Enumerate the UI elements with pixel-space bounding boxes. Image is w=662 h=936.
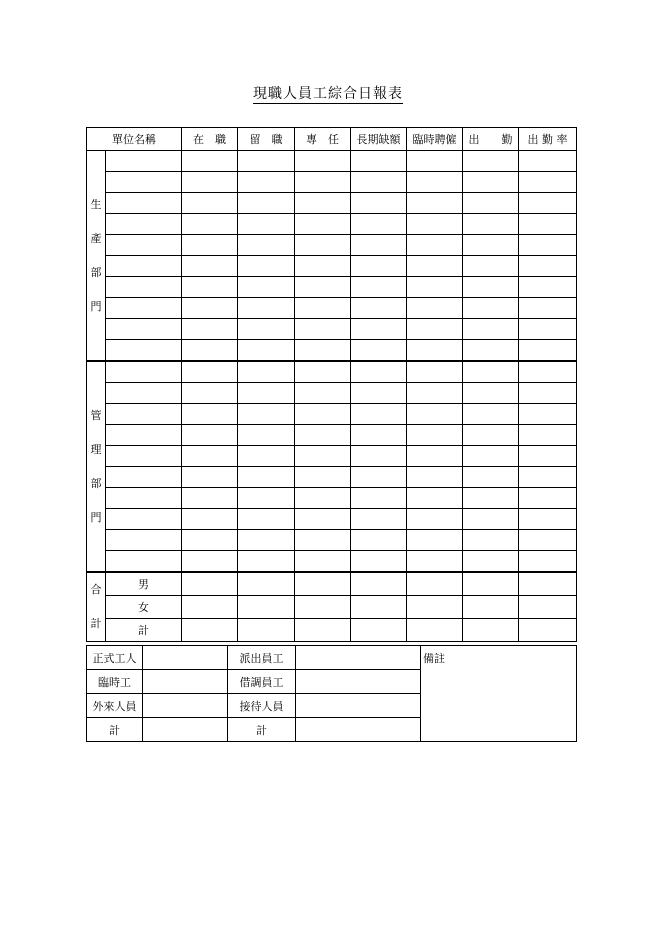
data-cell[interactable] (238, 235, 295, 256)
unit-name-cell[interactable] (106, 446, 182, 467)
unit-name-cell[interactable] (106, 488, 182, 509)
data-cell[interactable] (519, 446, 577, 467)
data-cell[interactable] (238, 361, 295, 383)
data-cell[interactable] (182, 383, 238, 404)
data-cell[interactable] (295, 446, 351, 467)
data-cell[interactable] (238, 214, 295, 235)
data-cell[interactable] (295, 214, 351, 235)
table-row (87, 214, 577, 235)
header-row (87, 128, 577, 151)
table-row (87, 572, 577, 596)
data-cell[interactable] (238, 467, 295, 488)
header-attendance: 出 勤 (463, 128, 519, 151)
staff-summary-table (86, 645, 577, 742)
data-cell[interactable] (182, 572, 238, 596)
data-cell[interactable] (295, 340, 351, 362)
section-label-char: 門 (90, 299, 102, 313)
table-row (87, 446, 577, 467)
data-cell[interactable] (351, 446, 407, 467)
table-row (87, 551, 577, 573)
data-cell[interactable] (351, 235, 407, 256)
data-cell[interactable] (182, 509, 238, 530)
data-cell[interactable] (238, 340, 295, 362)
data-cell[interactable] (463, 319, 519, 340)
data-cell[interactable] (463, 172, 519, 193)
data-cell[interactable] (519, 467, 577, 488)
data-cell[interactable] (407, 277, 463, 298)
data-cell[interactable] (295, 151, 351, 172)
data-cell[interactable] (463, 235, 519, 256)
data-cell[interactable] (351, 572, 407, 596)
subtotal-right-cell[interactable] (296, 718, 421, 742)
data-cell[interactable] (295, 172, 351, 193)
data-cell[interactable] (351, 277, 407, 298)
data-cell[interactable] (519, 404, 577, 425)
data-cell[interactable] (407, 425, 463, 446)
management-section (87, 361, 577, 572)
data-cell[interactable] (519, 319, 577, 340)
data-cell[interactable] (351, 551, 407, 573)
data-cell[interactable] (351, 530, 407, 551)
data-cell[interactable] (238, 425, 295, 446)
data-cell[interactable] (238, 551, 295, 573)
table-row (87, 277, 577, 298)
data-cell[interactable] (519, 383, 577, 404)
table-row (87, 235, 577, 256)
production-section (87, 151, 577, 362)
data-cell[interactable] (295, 361, 351, 383)
data-cell[interactable] (519, 551, 577, 573)
data-cell[interactable] (407, 256, 463, 277)
data-cell[interactable] (182, 596, 238, 619)
data-cell[interactable] (519, 298, 577, 319)
data-cell[interactable] (295, 509, 351, 530)
data-cell[interactable] (238, 193, 295, 214)
data-cell[interactable] (182, 425, 238, 446)
data-cell[interactable] (295, 467, 351, 488)
data-cell[interactable] (351, 425, 407, 446)
header-retained: 留 職 (238, 128, 295, 151)
data-cell[interactable] (519, 488, 577, 509)
data-cell[interactable] (463, 572, 519, 596)
daily-report-table (86, 127, 577, 642)
data-cell[interactable] (407, 488, 463, 509)
reception-staff-label: 接待人員 (228, 694, 296, 718)
data-cell[interactable] (238, 383, 295, 404)
section-label-char: 計 (90, 617, 102, 630)
subtotal-left-cell[interactable] (143, 718, 228, 742)
unit-name-cell[interactable] (106, 340, 182, 362)
table-row (87, 319, 577, 340)
data-cell[interactable] (407, 572, 463, 596)
data-cell[interactable] (238, 530, 295, 551)
data-cell[interactable] (182, 551, 238, 573)
data-cell[interactable] (351, 298, 407, 319)
data-cell[interactable] (351, 256, 407, 277)
subtotal-right-label: 計 (228, 718, 296, 742)
data-cell[interactable] (295, 619, 351, 642)
outside-staff-cell[interactable] (143, 694, 228, 718)
data-cell[interactable] (519, 340, 577, 362)
dispatched-staff-label: 派出員工 (228, 646, 296, 670)
unit-name-cell[interactable] (106, 404, 182, 425)
table-row (87, 151, 577, 172)
unit-name-cell[interactable] (106, 256, 182, 277)
data-cell[interactable] (182, 530, 238, 551)
table-row (87, 256, 577, 277)
data-cell[interactable] (295, 572, 351, 596)
data-cell[interactable] (351, 151, 407, 172)
data-cell[interactable] (519, 172, 577, 193)
unit-name-cell[interactable] (106, 277, 182, 298)
data-cell[interactable] (463, 151, 519, 172)
unit-name-cell[interactable] (106, 172, 182, 193)
data-cell[interactable] (351, 488, 407, 509)
data-cell[interactable] (295, 298, 351, 319)
data-cell[interactable] (463, 298, 519, 319)
table-row (87, 340, 577, 362)
data-cell[interactable] (407, 619, 463, 642)
data-cell[interactable] (463, 596, 519, 619)
data-cell[interactable] (295, 256, 351, 277)
data-cell[interactable] (351, 193, 407, 214)
data-cell[interactable] (407, 383, 463, 404)
unit-name-cell[interactable] (106, 383, 182, 404)
data-cell[interactable] (238, 446, 295, 467)
header-attendance-rate: 出 勤 率 (519, 128, 577, 151)
remarks-label: 備註 (423, 652, 445, 665)
data-cell[interactable] (407, 404, 463, 425)
data-cell[interactable] (463, 193, 519, 214)
temporary-workers-label: 臨時工 (87, 670, 143, 694)
data-cell[interactable] (295, 383, 351, 404)
data-cell[interactable] (182, 319, 238, 340)
formal-workers-label: 正式工人 (87, 646, 143, 670)
data-cell[interactable] (463, 383, 519, 404)
data-cell[interactable] (182, 361, 238, 383)
temporary-workers-cell[interactable] (143, 670, 228, 694)
data-cell[interactable] (463, 404, 519, 425)
unit-name-cell[interactable] (106, 551, 182, 573)
section-label-char: 生 (90, 197, 102, 211)
data-cell[interactable] (351, 319, 407, 340)
data-cell[interactable] (407, 551, 463, 573)
data-cell[interactable] (351, 467, 407, 488)
data-cell[interactable] (463, 214, 519, 235)
dispatched-staff-cell[interactable] (296, 646, 421, 670)
table-row (87, 596, 577, 619)
unit-name-cell[interactable] (106, 214, 182, 235)
data-cell[interactable] (463, 488, 519, 509)
table-row (87, 619, 577, 642)
data-cell[interactable] (238, 298, 295, 319)
page-title: 現職人員工綜合日報表 (253, 86, 403, 102)
table-row (87, 530, 577, 551)
data-cell[interactable] (351, 361, 407, 383)
data-cell[interactable] (407, 467, 463, 488)
data-cell[interactable] (351, 340, 407, 362)
data-cell[interactable] (407, 214, 463, 235)
data-cell[interactable] (182, 277, 238, 298)
total-section (87, 572, 577, 642)
data-cell[interactable] (182, 235, 238, 256)
table-row (87, 467, 577, 488)
data-cell[interactable] (182, 488, 238, 509)
data-cell[interactable] (407, 319, 463, 340)
data-cell[interactable] (351, 509, 407, 530)
data-cell[interactable] (407, 298, 463, 319)
data-cell[interactable] (351, 404, 407, 425)
unit-name-cell[interactable] (106, 151, 182, 172)
data-cell[interactable] (182, 340, 238, 362)
data-cell[interactable] (463, 340, 519, 362)
data-cell[interactable] (519, 619, 577, 642)
data-cell[interactable] (407, 361, 463, 383)
data-cell[interactable] (407, 446, 463, 467)
data-cell[interactable] (407, 235, 463, 256)
data-cell[interactable] (407, 509, 463, 530)
section-label-char: 合 (90, 583, 102, 596)
data-cell[interactable] (238, 172, 295, 193)
data-cell[interactable] (182, 298, 238, 319)
data-cell[interactable] (463, 446, 519, 467)
data-cell[interactable] (182, 151, 238, 172)
table-row (87, 193, 577, 214)
data-cell[interactable] (351, 172, 407, 193)
table-row (87, 488, 577, 509)
unit-name-cell: 女 (106, 596, 182, 619)
data-cell[interactable] (351, 383, 407, 404)
data-cell[interactable] (463, 361, 519, 383)
unit-name-cell: 計 (106, 619, 182, 642)
data-cell[interactable] (407, 530, 463, 551)
summary-row (87, 646, 577, 670)
table-row (87, 509, 577, 530)
data-cell[interactable] (519, 256, 577, 277)
data-cell[interactable] (238, 319, 295, 340)
data-cell[interactable] (519, 361, 577, 383)
data-cell[interactable] (351, 596, 407, 619)
remarks-cell[interactable] (421, 646, 577, 742)
table-row (87, 298, 577, 319)
section-label-char: 部 (90, 265, 102, 279)
data-cell[interactable] (463, 551, 519, 573)
data-cell[interactable] (519, 530, 577, 551)
subtotal-left-label: 計 (87, 718, 143, 742)
table-row (87, 383, 577, 404)
formal-workers-cell[interactable] (143, 646, 228, 670)
data-cell[interactable] (463, 425, 519, 446)
unit-name-cell[interactable] (106, 509, 182, 530)
data-cell[interactable] (519, 509, 577, 530)
data-cell[interactable] (238, 619, 295, 642)
data-cell[interactable] (238, 277, 295, 298)
management-section-label (87, 361, 106, 572)
data-cell[interactable] (463, 619, 519, 642)
data-cell[interactable] (463, 530, 519, 551)
data-cell[interactable] (182, 467, 238, 488)
section-label-char: 部 (90, 476, 102, 490)
section-label-char: 管 (90, 408, 102, 422)
data-cell[interactable] (238, 151, 295, 172)
section-label-char: 門 (90, 510, 102, 524)
data-cell[interactable] (182, 619, 238, 642)
data-cell[interactable] (519, 277, 577, 298)
data-cell[interactable] (295, 425, 351, 446)
data-cell[interactable] (238, 596, 295, 619)
data-cell[interactable] (519, 151, 577, 172)
data-cell[interactable] (407, 193, 463, 214)
data-cell[interactable] (295, 277, 351, 298)
section-label-char: 產 (90, 231, 102, 245)
seconded-staff-cell[interactable] (296, 670, 421, 694)
header-temp-hire: 臨時聘僱 (407, 128, 463, 151)
data-cell[interactable] (238, 509, 295, 530)
unit-name-cell[interactable] (106, 298, 182, 319)
reception-staff-cell[interactable] (296, 694, 421, 718)
data-cell[interactable] (463, 509, 519, 530)
header-long-term-absence: 長期缺額 (351, 128, 407, 151)
unit-name-cell[interactable] (106, 361, 182, 383)
data-cell[interactable] (407, 151, 463, 172)
data-cell[interactable] (238, 572, 295, 596)
data-cell[interactable] (519, 235, 577, 256)
data-cell[interactable] (519, 572, 577, 596)
data-cell[interactable] (182, 446, 238, 467)
table-row (87, 425, 577, 446)
production-section-label (87, 151, 106, 362)
table-row (87, 404, 577, 425)
unit-name-cell[interactable] (106, 467, 182, 488)
header-on-duty: 在 職 (182, 128, 238, 151)
data-cell[interactable] (407, 172, 463, 193)
data-cell[interactable] (238, 256, 295, 277)
seconded-staff-label: 借調員工 (228, 670, 296, 694)
unit-name-cell: 男 (106, 572, 182, 596)
header-unit-name: 單位名稱 (87, 128, 182, 151)
unit-name-cell[interactable] (106, 193, 182, 214)
data-cell[interactable] (238, 404, 295, 425)
unit-name-cell[interactable] (106, 530, 182, 551)
data-cell[interactable] (519, 193, 577, 214)
unit-name-cell[interactable] (106, 425, 182, 446)
data-cell[interactable] (182, 172, 238, 193)
data-cell[interactable] (295, 193, 351, 214)
data-cell[interactable] (351, 214, 407, 235)
data-cell[interactable] (295, 530, 351, 551)
data-cell[interactable] (182, 193, 238, 214)
data-cell[interactable] (295, 551, 351, 573)
section-label-char: 理 (90, 442, 102, 456)
data-cell[interactable] (182, 256, 238, 277)
header-full-time: 專 任 (295, 128, 351, 151)
data-cell[interactable] (295, 404, 351, 425)
data-cell[interactable] (463, 467, 519, 488)
data-cell[interactable] (407, 596, 463, 619)
data-cell[interactable] (182, 404, 238, 425)
data-cell[interactable] (463, 256, 519, 277)
data-cell[interactable] (407, 340, 463, 362)
data-cell[interactable] (519, 596, 577, 619)
data-cell[interactable] (182, 214, 238, 235)
data-cell[interactable] (519, 425, 577, 446)
data-cell[interactable] (519, 214, 577, 235)
data-cell[interactable] (295, 488, 351, 509)
data-cell[interactable] (295, 235, 351, 256)
data-cell[interactable] (295, 596, 351, 619)
table-row (87, 361, 577, 383)
outside-staff-label: 外來人員 (87, 694, 143, 718)
table-row (87, 172, 577, 193)
data-cell[interactable] (351, 619, 407, 642)
total-section-label (87, 572, 106, 642)
data-cell[interactable] (295, 319, 351, 340)
data-cell[interactable] (238, 488, 295, 509)
unit-name-cell[interactable] (106, 319, 182, 340)
unit-name-cell[interactable] (106, 235, 182, 256)
data-cell[interactable] (463, 277, 519, 298)
